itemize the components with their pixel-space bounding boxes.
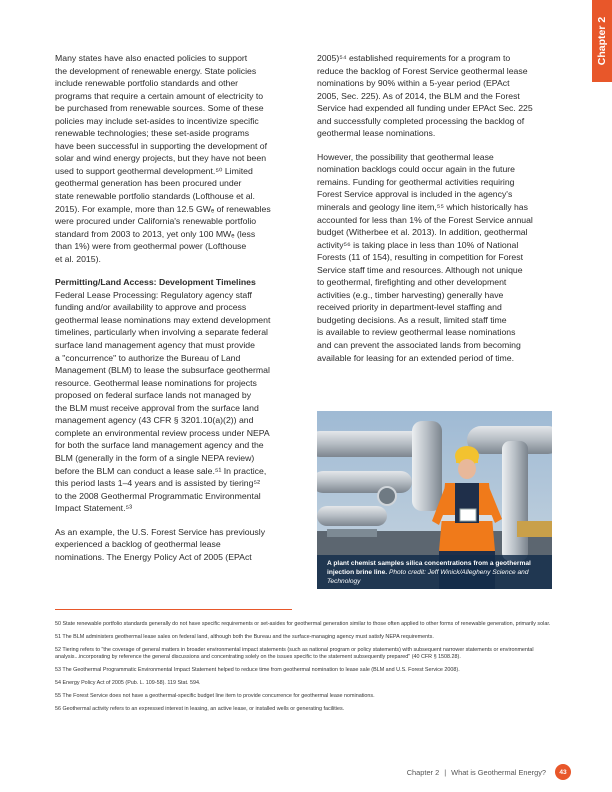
chapter-tab-label: Chapter 2 xyxy=(596,16,608,66)
footer-title: What is Geothermal Energy? xyxy=(451,767,546,777)
section-heading: Permitting/Land Access: Development Timelines xyxy=(55,277,256,288)
photo-caption xyxy=(317,555,552,589)
left-paragraph-3: As an example, the U.S. Forest Service has previously experienced a backlog of geothermal lease nominations. The Energy Policy Act of 2005 (EPAct xyxy=(55,526,266,562)
footnote-53: 53 The Geothermal Programmatic Environmental Impact Statement helped to reduce time from geothermal nomination to lease sale (BLM and U.S. Forest Service 2008). xyxy=(55,667,460,674)
right-paragraph-1: 2005)⁵⁴ established requirements for a program to reduce the backlog of Forest Service geothermal lease nominations by 90% within a 5-year period (EPAct 2005, Sec. 225). As of 2014, the BLM and the Forest Service had expended all funding under EPAct Sec. 225 and successfully completed processing the backlog of geothermal lease nominations. xyxy=(317,53,533,139)
page-footer xyxy=(407,764,571,780)
chapter-tab xyxy=(592,0,612,82)
plant-chemist-photo xyxy=(317,411,552,589)
left-paragraph-2: Permitting/Land Access: Development Timelines Federal Lease Processing: Regulatory agency staff funding and/or availability to approve and process geothermal lease nominations may extend development timelines, particularly when involving a separate federal surface land management agency that must provide a "concurrence" to authorize the Bureau of Land Management (BLM) to lease the subsurface geothermal resource. Geothermal lease nominations for projects proposed on federal surface lands not managed by the BLM must receive approval from the surface land management agency (43 CFR § 3201.10(a)(2)) and complete an environmental review process under NEPA for both the surface land management agency and the BLM (generally in the form of a single NEPA review) before the BLM can conduct a lease sale.⁵¹ In practice, this period lasts 1–4 years and is assisted by tiering⁵² to the 2008 Geothermal Programmatic Environmental Impact Statement.⁵³ xyxy=(55,277,271,514)
footnote-54: 54 Energy Policy Act of 2005 (Pub. L. 109-58). 119 Stat. 594. xyxy=(55,680,201,687)
footnote-divider xyxy=(55,609,292,610)
right-column xyxy=(317,52,552,375)
footnote-52: 52 Tiering refers to "the coverage of general matters in broader environmental impact statements (such as national program or policy statements) with subsequent narrower statements or environmental analysis...incorporating by reference the general discussions and concentrating solely on the issues specific to the statement subsequently prepared" (40 CFR § 1508.28). xyxy=(55,646,534,661)
footnote-51: 51 The BLM administers geothermal lease sales on federal land, although both the Bureau and the surface-managing agency must satisfy NEPA requirements. xyxy=(55,633,434,640)
footnotes xyxy=(55,621,555,719)
footer-separator: | xyxy=(444,767,447,777)
footnote-56: 56 Geothermal activity refers to an expressed interest in leasing, an active lease, or installed wells or generating facilities. xyxy=(55,705,345,712)
right-paragraph-2: However, the possibility that geothermal lease nomination backlogs could occur again in the future remains. Funding for geothermal activities requiring Forest Service approval is included in the agency's minerals and geology line item,⁵⁵ which historically has accounted for less than 1% of the Forest Service annual budget (Witherbee et al. 2013). In addition, geothermal activity⁵⁶ is taking place in less than 10% of National Forests (11 of 154), resulting in competition for Forest Service staff time and resources. Although not unique to geothermal, firefighting and other development activities (e.g., timber harvesting) generally have received priority in department-level staffing and budgeting decisions. As a result, limited staff time is available to review geothermal lease nominations and can prevent the associated lands from becoming available for leasing for an extended period of time. xyxy=(317,151,533,363)
left-column xyxy=(55,52,298,574)
footer-chapter: Chapter 2 xyxy=(406,767,440,777)
left-paragraph-1: Many states have also enacted policies to support the development of renewable energy. State policies include renewable portfolio standards and other programs that require a certain amount of electricity to be purchased from renewable sources. Some of these policies may include set-asides to incentivize specific renewable technologies; these set-aside programs have been successful in supporting the development of solar and wind energy projects, but they have not been used to support geothermal development.⁵⁰ Limited geothermal generation has been procured under state renewable portfolio standards (Lofthouse et al. 2015). For example, more than 12.5 GWₑ of renewables were procured under California's renewable portfolio standard from 2003 to 2013, yet only 100 MWₑ (less than 1%) were from geothermal power (Lofthouse et al. 2015). xyxy=(55,53,271,264)
page-number: 43 xyxy=(555,764,571,780)
caption-text: A plant chemist samples silica concentrations from a geothermal injection brine line. xyxy=(327,560,531,576)
footnote-50: 50 State renewable portfolio standards generally do not have specific requirements or set-asides for geothermal generation similar to those often applied to other forms of renewable generation, primarily solar. xyxy=(55,621,551,627)
photo-credit: Photo credit: Jeff Winick/Allegheny Science and Technology xyxy=(327,569,529,585)
footnote-55: 55 The Forest Service does not have a geothermal-specific budget line item to provide concurrence for geothermal lease nominations. xyxy=(55,693,375,700)
